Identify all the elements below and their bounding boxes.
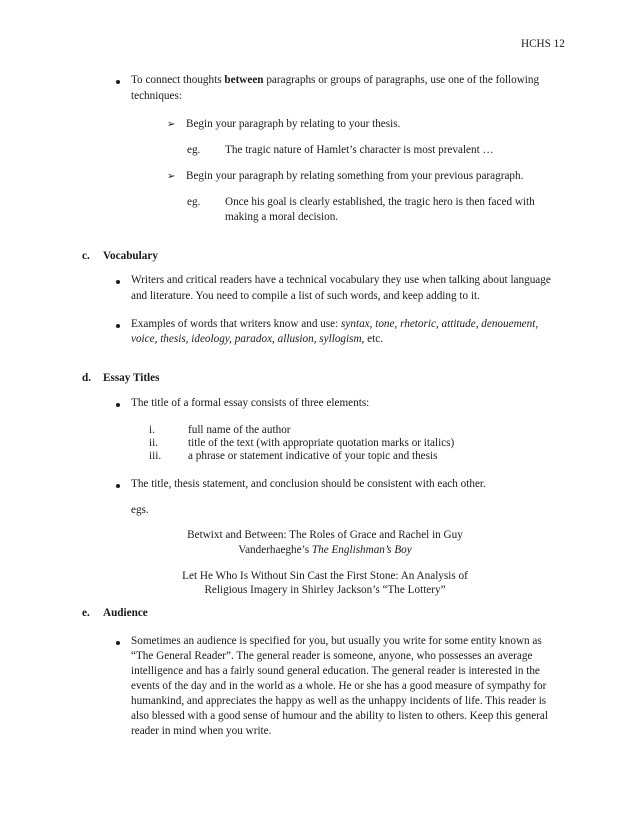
- eg-text-line2: making a moral decision.: [225, 211, 339, 223]
- list-item: a phrase or statement indicative of your topic and thesis: [188, 450, 438, 462]
- eg-label: eg.: [187, 196, 201, 208]
- egs-label: egs.: [131, 504, 149, 516]
- bullet-icon: [116, 403, 120, 407]
- bullet-text: Writers and critical readers have a technical vocabulary they use when talking about language: [131, 274, 551, 286]
- paragraph-line: Sometimes an audience is specified for you, but usually you write for some entity known as: [131, 635, 542, 647]
- bullet-icon: [116, 280, 120, 284]
- section-label: e.: [82, 607, 90, 619]
- bullet-text-line2: and literature. You need to compile a list of such words, and keep adding to it.: [131, 290, 480, 302]
- section-title: Vocabulary: [103, 250, 158, 262]
- paragraph-line: reader in mind when you write.: [131, 725, 272, 737]
- bullet-text: The title of a formal essay consists of three elements:: [131, 397, 370, 409]
- bullet-text-line2: voice, thesis, ideology, paradox, allusion, syllogism, etc.: [131, 333, 383, 345]
- paragraph-line: “The General Reader”. The general reader is someone, anyone, who possesses an average: [131, 650, 533, 662]
- eg-label: eg.: [187, 144, 201, 156]
- list-item: full name of the author: [188, 424, 291, 436]
- example-title-2: Let He Who Is Without Sin Cast the First Stone: An Analysis of: [182, 570, 468, 582]
- bullet-icon: [116, 80, 120, 84]
- bullet-text: To connect thoughts between paragraphs or groups of paragraphs, use one of the following: [131, 74, 540, 86]
- bullet-icon: [116, 641, 120, 645]
- eg-text: The tragic nature of Hamlet’s character is most prevalent …: [225, 144, 494, 156]
- paragraph-line: humankind, and appreciates the happy as well as the unhappy incidents of life. This reader is: [131, 695, 547, 707]
- example-title-1-line2: Vanderhaeghe’s The Englishman’s Boy: [238, 544, 412, 556]
- bullet-text: Examples of words that writers know and use: syntax, tone, rhetoric, attitude, denouement,: [131, 318, 539, 330]
- list-item: title of the text (with appropriate quotation marks or italics): [188, 437, 455, 449]
- technique-1: Begin your paragraph by relating to your thesis.: [186, 118, 401, 130]
- paragraph-line: intelligence and has a fairly sound general education. The general reader is interested in the: [131, 665, 540, 677]
- bullet-text: The title, thesis statement, and conclusion should be consistent with each other.: [131, 478, 486, 490]
- section-label: d.: [82, 372, 92, 384]
- page-header: HCHS 12: [521, 38, 565, 50]
- paragraph-line: events of the day and in the world as a whole. He or she has a good measure of sympathy for: [131, 680, 547, 692]
- arrow-bullet-icon: ➢: [167, 171, 176, 182]
- paragraph-line: also blessed with a good sense of humour and the ability to listen to others. Keep this general: [131, 710, 548, 722]
- section-title: Essay Titles: [103, 372, 160, 384]
- section-title: Audience: [103, 607, 148, 619]
- bullet-icon: [116, 324, 120, 328]
- bullet-icon: [116, 484, 120, 488]
- arrow-bullet-icon: ➢: [167, 119, 176, 130]
- bullet-text-line2: techniques:: [131, 90, 182, 102]
- eg-text: Once his goal is clearly established, the tragic hero is then faced with: [225, 196, 535, 208]
- technique-2: Begin your paragraph by relating something from your previous paragraph.: [186, 170, 524, 182]
- list-num: iii.: [149, 450, 162, 462]
- section-label: c.: [82, 250, 90, 262]
- example-title-2-line2: Religious Imagery in Shirley Jackson’s “The Lottery”: [204, 584, 446, 596]
- example-title-1: Betwixt and Between: The Roles of Grace and Rachel in Guy: [187, 529, 463, 541]
- list-num: ii.: [149, 437, 159, 449]
- list-num: i.: [149, 424, 155, 436]
